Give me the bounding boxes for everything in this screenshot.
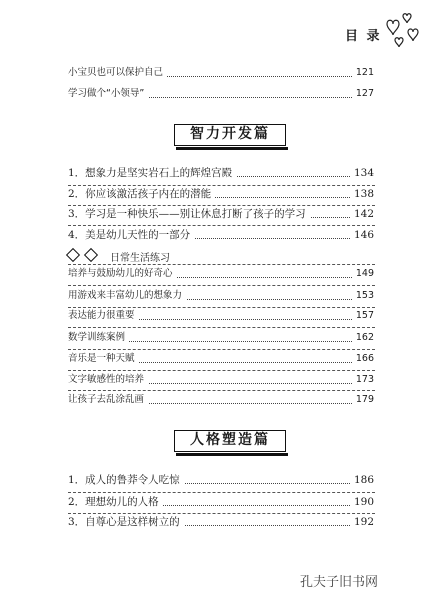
entry-separator [68,370,375,371]
toc-entry-title: 4．美是幼儿天性的一部分 [68,227,194,243]
hearts-decoration-icon [377,12,423,52]
entry-separator [68,349,375,350]
toc-entry-page: 173 [352,372,374,388]
toc-entry-page: 121 [352,65,374,81]
toc-entry-title: 2．你应该激活孩子内在的潜能 [68,186,215,202]
toc-entry[interactable] [68,65,374,81]
toc-entry-title: 1．想象力是坚实岩石上的辉煌宫殿 [68,165,236,181]
toc-entry-title: 让孩子去乱涂乱画 [68,392,148,408]
toc-entry-page: 138 [350,186,374,202]
entry-separator [68,492,375,493]
toc-entry-page: 186 [350,472,374,488]
toc-entry[interactable] [68,206,374,222]
toc-entry-page: 179 [352,392,374,408]
toc-entry-title: 1．成人的鲁莽令人吃惊 [68,472,184,488]
toc-entry[interactable] [68,392,374,408]
toc-entry[interactable] [68,186,374,202]
toc-entry-title: 数学训练案例 [68,330,129,346]
diamond-icon [66,248,80,262]
toc-entry-title: 3．自尊心是这样树立的 [68,514,184,530]
toc-entry[interactable] [68,165,374,181]
toc-entry-title: 用游戏来丰富幼儿的想象力 [68,288,186,304]
toc-entry[interactable] [68,494,374,510]
entry-separator [68,285,375,286]
toc-entry-title: 文字敏感性的培养 [68,372,148,388]
subsection-heading [68,249,170,264]
toc-entry-page: 192 [350,514,374,530]
toc-entry-page: 134 [350,165,374,181]
toc-entry-title: 小宝贝也可以保护自己 [68,65,167,81]
toc-entry-page: 153 [352,288,374,304]
toc-entry-page: 190 [350,494,374,510]
toc-entry-page: 149 [352,266,374,282]
toc-entry[interactable] [68,351,374,367]
toc-entry[interactable] [68,266,374,282]
watermark-text: 孔夫子旧书网 [300,575,379,590]
page-header-title: 目 录 [345,29,382,44]
entry-separator [68,264,375,265]
toc-entry[interactable] [68,514,374,530]
toc-entry-page: 157 [352,308,374,324]
toc-entry-title: 音乐是一种天赋 [68,351,139,367]
toc-entry-page: 162 [352,330,374,346]
toc-entry-title: 3．学习是一种快乐——别让休息打断了孩子的学习 [68,206,310,222]
toc-entry-page: 166 [352,351,374,367]
toc-entry-title: 培养与鼓励幼儿的好奇心 [68,266,177,282]
toc-entry[interactable] [68,372,374,388]
toc-entry[interactable] [68,288,374,304]
entry-separator [68,390,375,391]
banner-underline [176,147,288,150]
entry-separator [68,327,375,328]
toc-entry-title: 表达能力很重要 [68,308,139,324]
toc-entry-title: 2．理想幼儿的人格 [68,494,163,510]
section-banner: 人格塑造篇 [174,430,286,452]
toc-entry-title: 学习做个“小领导” [68,86,148,102]
toc-entry-page: 146 [350,227,374,243]
toc-entry[interactable] [68,308,374,324]
banner-underline [176,453,288,456]
toc-entry[interactable] [68,472,374,488]
toc-entry-page: 127 [352,86,374,102]
entry-separator [68,225,375,226]
toc-entry[interactable] [68,330,374,346]
toc-entry-page: 142 [350,206,374,222]
section-banner: 智力开发篇 [174,124,286,146]
diamond-icon [84,248,98,262]
toc-entry[interactable] [68,227,374,243]
subsection-label: 日常生活练习 [110,253,170,264]
toc-entry[interactable] [68,86,374,102]
